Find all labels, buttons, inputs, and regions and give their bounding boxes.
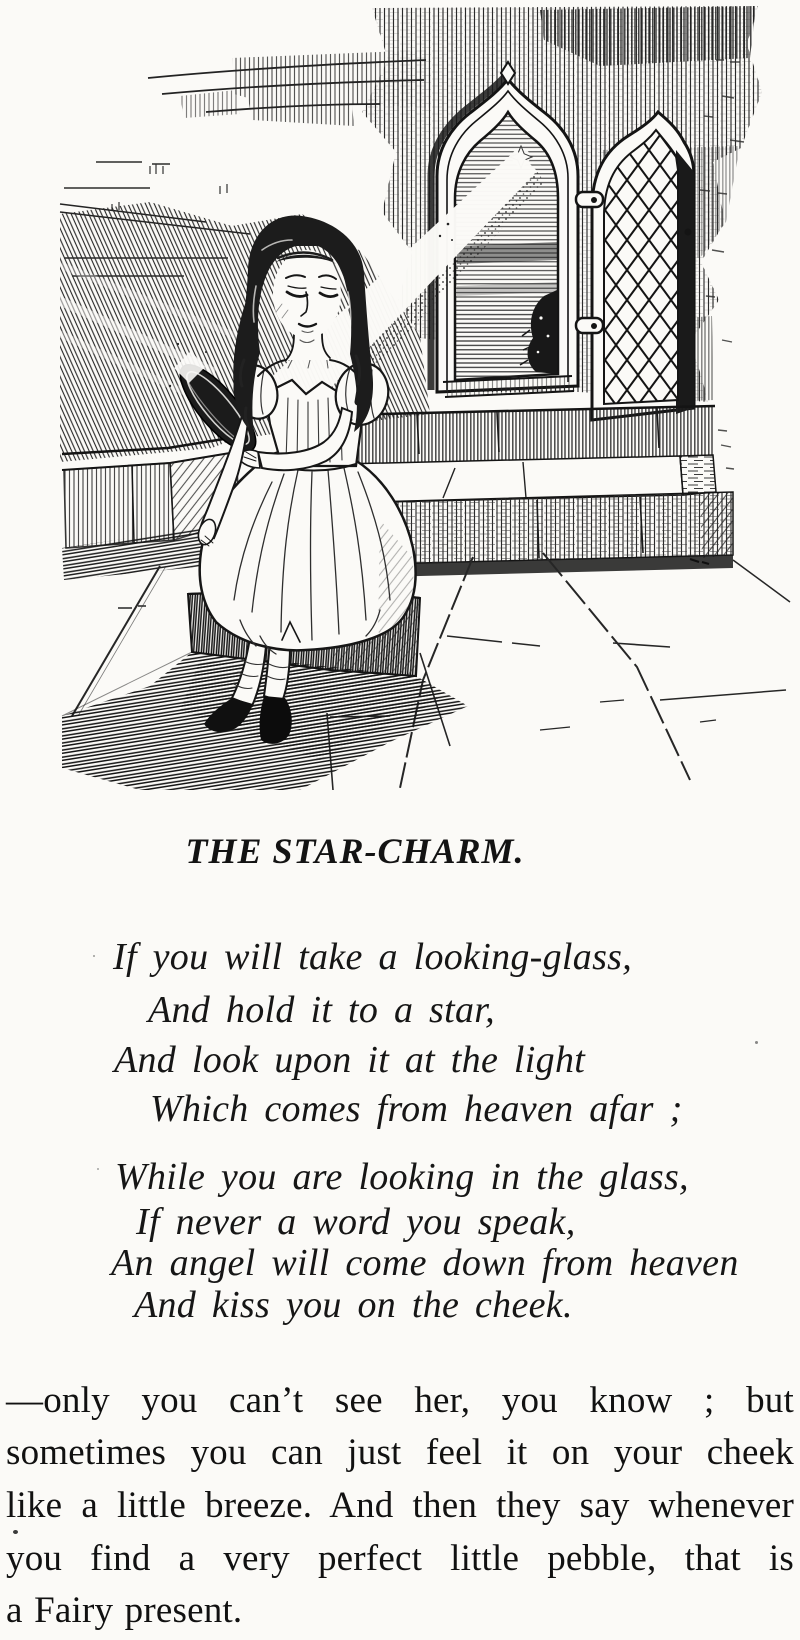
poem-line: Which comes from heaven afar ; (150, 1088, 683, 1130)
ink-speck (97, 1168, 99, 1170)
casement-knob (685, 229, 692, 236)
poem-line: An angel will come down from heaven (111, 1242, 739, 1284)
ink-speck (93, 955, 95, 957)
ink-speck (13, 1530, 18, 1534)
ink-speck (755, 1041, 758, 1044)
prose-line: —only you can’t see her, you know ; but (6, 1380, 794, 1421)
poem-line: If never a word you speak, (136, 1201, 576, 1243)
poem-line: And look upon it at the light (114, 1039, 586, 1081)
slipper-shoe (260, 696, 292, 744)
illustration-star-charm (0, 0, 800, 800)
engraving-svg (0, 0, 800, 800)
hinge-icon (576, 318, 603, 333)
poem-line: And kiss you on the cheek. (134, 1284, 573, 1326)
prose-line: a Fairy present. (6, 1590, 243, 1631)
prose-line: you find a very perfect little pebble, that is (6, 1538, 794, 1579)
page-title: THE STAR-CHARM. (185, 831, 525, 871)
poem-line: If you will take a looking-glass, (113, 936, 633, 978)
hinge-icon (576, 192, 603, 207)
prose-line: sometimes you can just feel it on your cheek (6, 1432, 794, 1473)
poem-line: While you are looking in the glass, (115, 1156, 689, 1198)
prose-line: like a little breeze. And then they say whenever (6, 1485, 794, 1526)
poem-line: And hold it to a star, (148, 989, 495, 1031)
